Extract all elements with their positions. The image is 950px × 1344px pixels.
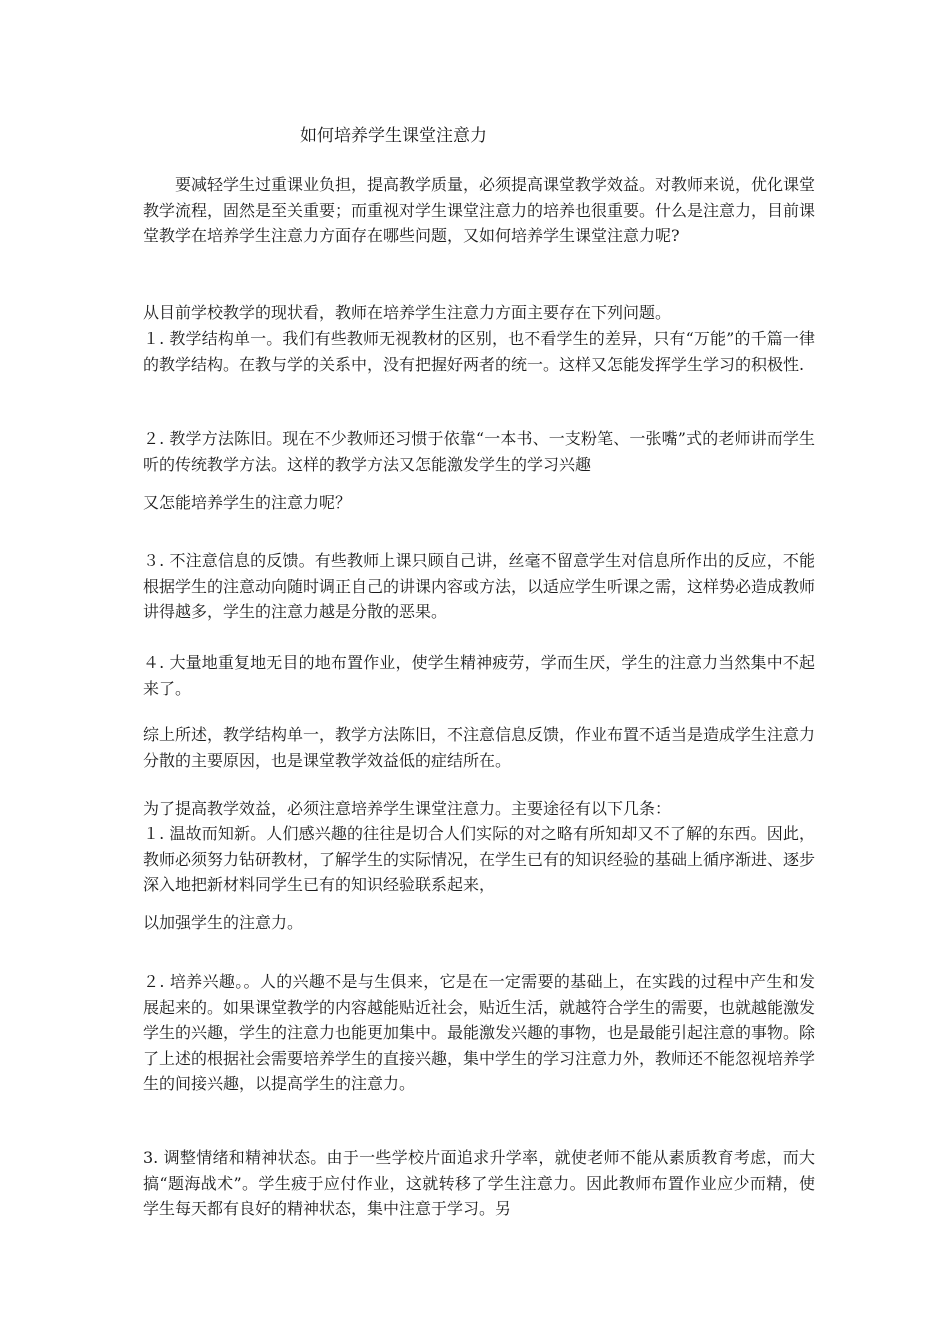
method-1-continuation: 以加强学生的注意力。	[143, 913, 304, 932]
document-title: 如何培养学生课堂注意力	[300, 126, 487, 146]
intro-paragraph: 要减轻学生过重课业负担，提高教学质量，必须提高课堂教学效益。对教师来说，优化课堂教学流程，固然是至关重要；而重视对学生课堂注意力的培养也很重要。什么是注意力，目前课堂教学在培养学生注意力方面存在哪些问题，又如何培养学生课堂注意力呢?	[143, 175, 816, 245]
method-3-paragraph: 3. 调整情绪和精神状态。由于一些学校片面追求升学率，就使老师不能从素质教育考虑，而大搞“题海战术”。学生疲于应付作业，这就转移了学生注意力。因此教师布置作业应少而精，使学生每天都有良好的精神状态，集中注意于学习。另	[143, 1148, 815, 1218]
problem-2-continuation: 又怎能培养学生的注意力呢？	[143, 493, 352, 512]
method-1-paragraph: １. 温故而知新。人们感兴趣的往往是切合人们实际的对之略有所知却又不了解的东西。因此，教师必须努力钻研教材，了解学生的实际情况，在学生已有的知识经验的基础上循序渐进、逐步深入地把新材料同学生已有的知识经验联系起来，	[143, 824, 816, 894]
problem-4-paragraph: ４. 大量地重复地无目的地布置作业，使学生精神疲劳，学而生厌，学生的注意力当然集中不起来了。	[143, 653, 815, 698]
problem-2-paragraph: ２. 教学方法陈旧。现在不少教师还习惯于依靠“一本书、一支粉笔、一张嘴”式的老师讲而学生听的传统教学方法。这样的教学方法又怎能激发学生的学习兴趣	[143, 429, 815, 474]
methods-intro-paragraph: 为了提高教学效益，必须注意培养学生课堂注意力。主要途径有以下几条：	[143, 799, 672, 818]
problems-intro-paragraph: 从目前学校教学的现状看，教师在培养学生注意力方面主要存在下列问题。	[143, 303, 672, 322]
summary-paragraph: 综上所述，教学结构单一，教学方法陈旧，不注意信息反馈，作业布置不适当是造成学生注意力分散的主要原因，也是课堂教学效益低的症结所在。	[143, 725, 816, 770]
problem-3-paragraph: ３. 不注意信息的反馈。有些教师上课只顾自己讲，丝毫不留意学生对信息所作出的反应，不能根据学生的注意动向随时调正自己的讲课内容或方法，以适应学生听课之需，这样势必造成教师讲得越多，学生的注意力越是分散的恶果。	[143, 551, 816, 621]
method-2-paragraph: ２. 培养兴趣。。人的兴趣不是与生俱来，它是在一定需要的基础上，在实践的过程中产生和发展起来的。如果课堂教学的内容越能贴近社会，贴近生活，就越符合学生的需要，也就越能激发学生的兴趣，学生的注意力也能更加集中。最能激发兴趣的事物，也是最能引起注意的事物。除了上述的根据社会需要培养学生的直接兴趣，集中学生的学习注意力外，教师还不能忽视培养学生的间接兴趣，以提高学生的注意力。	[143, 972, 816, 1093]
problem-1-paragraph: １. 教学结构单一。我们有些教师无视教材的区别，也不看学生的差异，只有“万能”的千篇一律的教学结构。在教与学的关系中，没有把握好两者的统一。这样又怎能发挥学生学习的积极性.	[143, 329, 815, 374]
